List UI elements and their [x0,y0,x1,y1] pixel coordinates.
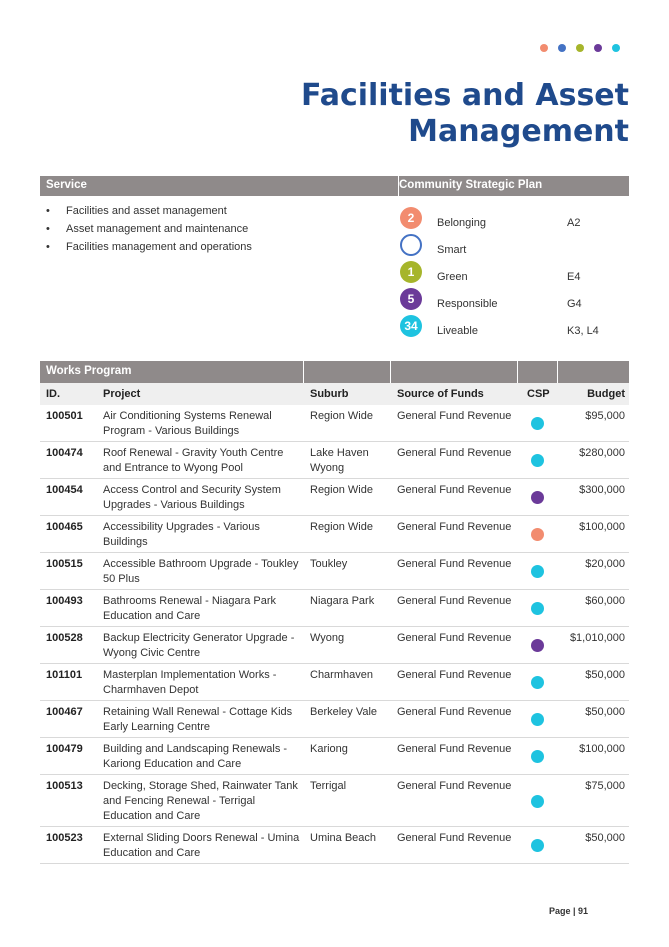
row-project: Backup Electricity Generator Upgrade - Wyong Civic Centre [103,632,295,659]
col-budget: Budget [587,388,625,400]
row-funds: General Fund Revenue [397,632,512,644]
csp-dot-icon [531,839,544,852]
row-budget: $50,000 [585,669,625,681]
row-suburb: Lake Haven Wyong [310,447,369,474]
csp-item [397,207,597,234]
csp-item [397,288,597,315]
row-funds: General Fund Revenue [397,595,512,607]
dot-blue-icon [558,44,566,52]
service-item: • Facilities and asset management [44,202,252,220]
row-budget: $280,000 [579,447,625,459]
row-budget: $50,000 [585,706,625,718]
col-id: ID. [46,388,61,400]
row-id: 100474 [46,447,83,459]
works-column-headers [40,383,629,405]
row-funds: General Fund Revenue [397,743,512,755]
csp-item-name: Belonging [437,217,486,229]
row-project: Air Conditioning Systems Renewal Program - Various Buildings [103,410,272,437]
row-project: Building and Landscaping Renewals - Kariong Education and Care [103,743,288,770]
csp-dot-icon [531,491,544,504]
works-program-header [40,361,629,383]
row-project: Roof Renewal - Gravity Youth Centre and Entrance to Wyong Pool [103,447,284,474]
csp-item-code: E4 [567,271,581,283]
dot-orange-icon [540,44,548,52]
csp-circle-icon [400,234,422,256]
row-budget: $100,000 [579,743,625,755]
col-csp: CSP [527,388,550,400]
row-project: Access Control and Security System Upgrades - Various Buildings [103,484,281,511]
row-budget: $50,000 [585,832,625,844]
service-list [44,202,252,256]
row-project: Bathrooms Renewal - Niagara Park Education and Care [103,595,277,622]
row-project: Decking, Storage Shed, Rainwater Tank and Fencing Renewal - Terrigal Education and Care [103,780,298,822]
row-funds: General Fund Revenue [397,832,512,844]
row-budget: $1,010,000 [569,632,625,644]
row-project: Accessibility Upgrades - Various Buildings [103,521,260,548]
row-id: 101101 [46,669,83,681]
csp-item [397,234,597,261]
csp-item [397,315,597,342]
works-program-title: Works Program [46,365,132,377]
csp-circle-icon: 5 [400,288,422,310]
service-item: • Asset management and maintenance [44,220,252,238]
row-project: External Sliding Doors Renewal - Umina Education and Care [103,832,300,859]
csp-dot-icon [531,602,544,615]
table-row [40,775,629,827]
row-suburb: Charmhaven [310,669,373,681]
table-row [40,827,629,864]
col-suburb: Suburb [310,388,349,400]
row-suburb: Kariong [310,743,348,755]
table-row [40,516,629,553]
csp-item-name: Liveable [437,325,478,337]
row-funds: General Fund Revenue [397,706,512,718]
row-project: Accessible Bathroom Upgrade - Toukley 50 Plus [103,558,299,585]
service-header: Service [46,179,87,191]
row-budget: $100,000 [579,521,625,533]
works-table-body [40,405,629,864]
header-divider [303,361,304,383]
row-suburb: Region Wide [310,410,373,422]
csp-circle-icon: 2 [400,207,422,229]
row-id: 100493 [46,595,83,607]
row-suburb: Niagara Park [310,595,375,607]
dot-purple-icon [594,44,602,52]
row-funds: General Fund Revenue [397,410,512,422]
page-title-line2: Management [408,114,629,149]
row-suburb: Umina Beach [310,832,377,844]
table-row [40,553,629,590]
row-suburb: Region Wide [310,521,373,533]
row-budget: $75,000 [585,780,625,792]
csp-header-cell [398,176,543,196]
csp-header: Community Strategic Plan [399,179,543,191]
row-project: Retaining Wall Renewal - Cottage Kids Early Learning Centre [103,706,293,733]
csp-dot-icon [531,639,544,652]
table-row [40,701,629,738]
table-row [40,405,629,442]
header-divider [557,361,558,383]
page-number: Page | 91 [549,906,589,916]
table-row [40,442,629,479]
row-suburb: Wyong [310,632,345,644]
page-title [301,78,629,150]
row-budget: $95,000 [585,410,625,422]
table-row [40,479,629,516]
csp-circle-icon: 1 [400,261,422,283]
row-id: 100501 [46,410,83,422]
csp-dot-icon [531,417,544,430]
csp-dot-icon [531,528,544,541]
row-id: 100515 [46,558,83,570]
row-id: 100513 [46,780,83,792]
header-divider [517,361,518,383]
csp-dot-icon [531,750,544,763]
row-id: 100523 [46,832,83,844]
service-item: • Facilities management and operations [44,238,252,256]
csp-item [397,261,597,288]
row-budget: $20,000 [585,558,625,570]
table-row [40,664,629,701]
csp-dot-icon [531,795,544,808]
page-title-line1: Facilities and Asset [300,78,629,113]
row-id: 100479 [46,743,83,755]
row-suburb: Terrigal [310,780,347,792]
csp-dot-icon [531,676,544,689]
row-funds: General Fund Revenue [397,558,512,570]
csp-item-name: Responsible [437,298,498,310]
row-funds: General Fund Revenue [397,669,512,681]
csp-item-name: Green [437,271,468,283]
csp-dot-icon [531,713,544,726]
row-id: 100465 [46,521,83,533]
row-budget: $300,000 [579,484,625,496]
row-suburb: Berkeley Vale [310,706,378,718]
row-project: Masterplan Implementation Works - Charmhaven Depot [103,669,277,696]
csp-dot-icon [531,454,544,467]
row-funds: General Fund Revenue [397,780,512,792]
decorative-dots [540,44,620,52]
row-suburb: Toukley [310,558,348,570]
service-header-bar [40,176,629,196]
csp-item-code: A2 [567,217,581,229]
table-row [40,590,629,627]
table-row [40,627,629,664]
row-id: 100467 [46,706,83,718]
table-row [40,738,629,775]
header-divider [390,361,391,383]
row-funds: General Fund Revenue [397,484,512,496]
row-id: 100528 [46,632,83,644]
row-id: 100454 [46,484,83,496]
csp-list [397,207,597,342]
col-funds: Source of Funds [397,388,484,400]
csp-circle-icon: 34 [400,315,422,337]
csp-dot-icon [531,565,544,578]
dot-cyan-icon [612,44,620,52]
row-suburb: Region Wide [310,484,373,496]
csp-item-code: K3, L4 [567,325,599,337]
row-budget: $60,000 [585,595,625,607]
dot-green-icon [576,44,584,52]
csp-item-name: Smart [437,244,467,256]
csp-item-code: G4 [567,298,582,310]
col-project: Project [103,388,141,400]
row-funds: General Fund Revenue [397,447,512,459]
row-funds: General Fund Revenue [397,521,512,533]
